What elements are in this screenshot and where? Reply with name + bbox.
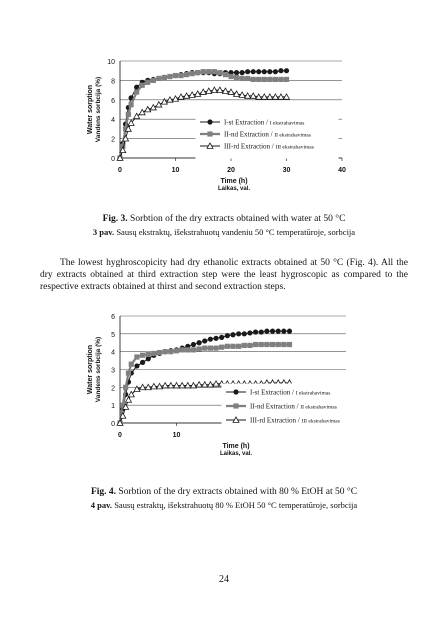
data-point: [253, 342, 258, 347]
data-point: [256, 77, 261, 82]
data-point: [251, 77, 256, 82]
data-point: [287, 329, 292, 334]
data-point: [281, 342, 286, 347]
data-point: [126, 370, 131, 375]
legend-marker: [233, 389, 238, 394]
legend-label: I-st Extraction / I ekstrahavimas: [250, 388, 331, 397]
data-point: [195, 70, 200, 75]
figure-4-caption-text: Sorbtion of the dry extracts obtained with 80 % EtOH at 50 °C: [116, 487, 358, 497]
y-axis-title: Water sorption: [87, 84, 94, 135]
data-point: [217, 70, 222, 75]
data-point: [270, 329, 275, 334]
data-point: [253, 329, 258, 334]
data-point: [264, 329, 269, 334]
figure-3-caption: [40, 213, 408, 239]
data-point: [267, 69, 272, 74]
data-point: [162, 75, 167, 80]
x-tick-label: 20: [227, 167, 235, 174]
data-point: [185, 347, 190, 352]
y-tick-label: 5: [111, 331, 115, 339]
x-axis-title-lt: Laikas, val.: [219, 451, 253, 457]
data-point: [134, 354, 139, 359]
data-point: [180, 347, 185, 352]
data-point: [245, 76, 250, 81]
figure-3-lt-label: 3 pav.: [92, 227, 115, 237]
legend-label: I-st Extraction / I ekstrahavimas: [224, 118, 305, 127]
data-point: [125, 397, 131, 402]
legend-label: II-nd Extraction / II ekstrahavimas: [250, 402, 337, 411]
legend-marker: [207, 119, 212, 124]
figure-3-chart: [0, 36, 448, 241]
data-point: [230, 332, 235, 337]
y-tick-label: 4: [111, 349, 115, 357]
y-tick-label: 2: [111, 136, 115, 144]
legend-marker: [207, 131, 212, 136]
legend: [222, 384, 372, 440]
data-point: [278, 77, 283, 82]
data-point: [230, 344, 235, 349]
data-point: [213, 346, 218, 351]
data-point: [202, 338, 207, 343]
x-tick-label: 10: [171, 167, 180, 174]
data-point: [140, 83, 145, 88]
data-point: [240, 76, 245, 81]
figure-3-caption-text: Sorbtion of the dry extracts obtained with water at 50 °C: [127, 214, 346, 224]
data-point: [151, 351, 156, 356]
y-axis-title: Water sorption: [87, 344, 94, 395]
data-point: [223, 72, 228, 77]
data-point: [178, 73, 183, 78]
data-point: [262, 77, 267, 82]
data-point: [140, 353, 145, 358]
data-point: [284, 77, 289, 82]
data-point: [236, 344, 241, 349]
data-point: [245, 69, 250, 74]
data-point: [256, 69, 261, 74]
paragraph-text: The lowest hyghroscopicity had dry ethanolic extracts obtained at 50 °C (Fig. 4). All the dry extracts obtained at third extraction step were the least hygroscopic as compared to the respective extracts obtained at thirst and second extraction steps.: [40, 258, 408, 292]
data-point: [219, 345, 224, 350]
data-point: [264, 342, 269, 347]
data-point: [126, 112, 131, 117]
data-point: [129, 362, 134, 367]
data-point: [225, 344, 230, 349]
x-tick-label: 40: [338, 167, 346, 174]
data-point: [191, 347, 196, 352]
x-tick-label: 0: [118, 432, 122, 439]
x-axis-title-lt: Laikas, val.: [217, 186, 251, 192]
data-point: [251, 69, 256, 74]
data-point: [287, 342, 292, 347]
data-point: [190, 71, 195, 76]
data-point: [228, 74, 233, 79]
y-tick-label: 4: [111, 117, 115, 125]
data-point: [270, 342, 275, 347]
data-point: [174, 348, 179, 353]
data-point: [219, 335, 224, 340]
page-number: 24: [219, 574, 229, 585]
data-point: [167, 74, 172, 79]
data-point: [163, 349, 168, 354]
y-tick-label: 10: [107, 59, 115, 66]
data-point: [157, 350, 162, 355]
data-point: [140, 360, 145, 365]
y-tick-label: 2: [111, 385, 115, 393]
figure-4-chart: [0, 300, 448, 465]
data-point: [146, 356, 151, 361]
legend-marker: [233, 403, 238, 408]
y-axis-title-lt: Vandens sorbcija (%): [95, 76, 102, 143]
x-tick-label: 30: [282, 167, 291, 174]
data-point: [247, 330, 252, 335]
data-point: [242, 343, 247, 348]
data-point: [197, 340, 202, 345]
data-point: [262, 69, 267, 74]
data-point: [208, 346, 213, 351]
data-point: [129, 102, 134, 107]
data-point: [201, 69, 206, 74]
data-point: [247, 343, 252, 348]
y-axis-title-lt: Vandens sorbcija (%): [95, 336, 102, 403]
y-tick-label: 6: [111, 314, 115, 321]
y-tick-label: 6: [111, 97, 115, 105]
data-point: [273, 77, 278, 82]
data-point: [134, 113, 140, 118]
x-tick-label: 0: [118, 167, 122, 174]
y-tick-label: 3: [111, 367, 115, 375]
figure-4-caption: [40, 486, 408, 512]
data-point: [146, 352, 151, 357]
data-point: [206, 69, 211, 74]
data-point: [225, 333, 230, 338]
data-point: [173, 73, 178, 78]
data-point: [242, 331, 247, 336]
data-point: [276, 342, 281, 347]
data-point: [273, 69, 278, 74]
data-point: [151, 78, 156, 83]
data-point: [156, 76, 161, 81]
data-point: [267, 77, 272, 82]
legend-label: III-rd Extraction / III ekstrahavimas: [250, 416, 340, 425]
data-point: [259, 329, 264, 334]
data-point: [197, 346, 202, 351]
figure-3-lt-caption-text: Sausų ekstraktų, išekstrahuotų vandeniu 50 °C temperatūroje, sorbcija: [114, 227, 356, 237]
y-tick-label: 1: [111, 403, 115, 411]
x-axis-title: Time (h): [220, 178, 248, 185]
legend: [196, 114, 338, 158]
legend-label: III-rd Extraction / III ekstrahavimas: [224, 142, 314, 151]
data-point: [191, 342, 196, 347]
x-tick-label: 10: [172, 432, 181, 439]
data-point: [168, 349, 173, 354]
data-point: [259, 342, 264, 347]
data-point: [236, 331, 241, 336]
legend-label: II-nd Extraction / II ekstrahavimas: [224, 130, 311, 139]
figure-3-label: Fig. 3.: [102, 214, 128, 224]
y-tick-label: 0: [111, 156, 115, 163]
data-point: [134, 363, 139, 368]
figure-4-label: Fig. 4.: [90, 487, 117, 497]
y-tick-label: 8: [111, 78, 115, 86]
data-point: [234, 70, 239, 75]
data-point: [145, 80, 150, 85]
data-point: [134, 89, 139, 94]
data-point: [240, 70, 245, 75]
data-point: [284, 68, 289, 73]
data-point: [213, 336, 218, 341]
y-tick-label: 0: [111, 421, 115, 428]
data-point: [208, 337, 213, 342]
x-axis-title: Time (h): [222, 443, 250, 450]
figure-4-lt-caption-text: Sausų estraktų, išekstrahuotų 80 % EtOH 50 °C temperatūroje, sorbcija: [112, 500, 358, 510]
data-point: [276, 329, 281, 334]
data-point: [281, 329, 286, 334]
data-point: [278, 68, 283, 73]
data-point: [184, 72, 189, 77]
data-point: [123, 385, 128, 390]
body-paragraph: [40, 257, 408, 293]
data-point: [212, 69, 217, 74]
data-point: [234, 75, 239, 80]
data-point: [202, 346, 207, 351]
figure-4-lt-label: 4 pav.: [90, 500, 113, 510]
